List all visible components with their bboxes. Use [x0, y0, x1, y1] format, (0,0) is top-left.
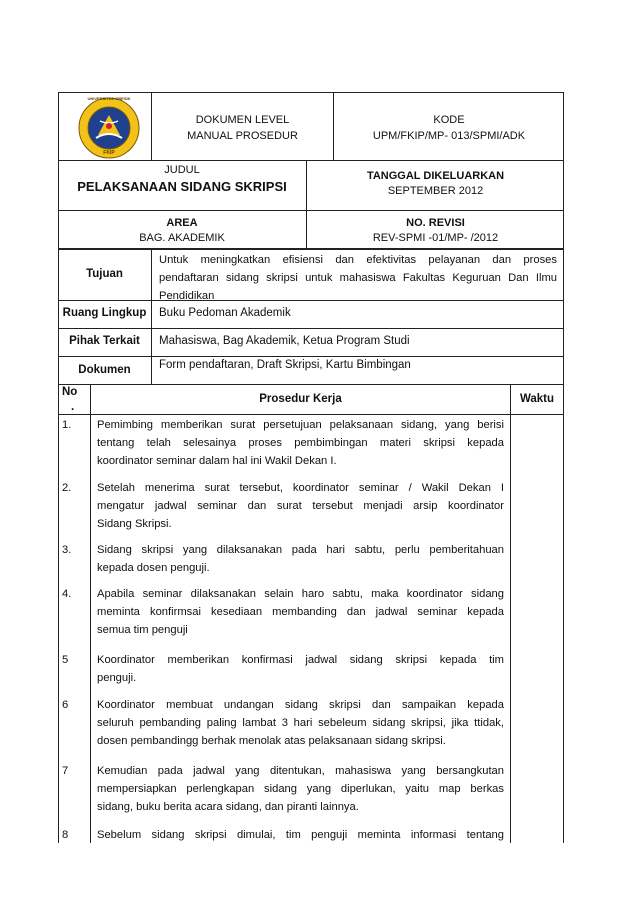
step-number: 7: [62, 765, 69, 777]
step-number: 1.: [62, 419, 72, 431]
dokumen-value: Form pendaftaran, Draft Skripsi, Kartu Bimbingan: [159, 359, 411, 371]
step-line: Apabila seminar dilaksanakan selain haro sabtu, maka koordinator sidang: [97, 588, 504, 600]
ruang-value: Buku Pedoman Akademik: [159, 307, 291, 319]
step-line: semua tim penguji: [97, 624, 188, 636]
doc-level-value: MANUAL PROSEDUR: [187, 130, 298, 142]
col-no-header: No: [62, 386, 78, 398]
step-number: 2.: [62, 482, 72, 494]
step-line: mempersiapkan perlengkapan sidang yang diperlukan, yaitu map berkas: [97, 783, 504, 795]
step-text: [97, 585, 504, 639]
step-number: 3.: [62, 544, 72, 556]
step-line: Koordinator membuat undangan sidang skripsi dan sampaikan kepada: [97, 699, 504, 711]
step-number: 4.: [62, 588, 72, 600]
step-line: penguji.: [97, 672, 137, 684]
ruang-label: Ruang Lingkup: [62, 307, 147, 319]
step-line: sidang, buku berita acara sidang, dan piranti lainnya.: [97, 801, 359, 813]
logo-text-bottom: FKIP: [103, 150, 115, 156]
doc-level-label: DOKUMEN LEVEL: [195, 114, 290, 126]
step-text: [97, 696, 504, 750]
step-line: koordinator seminar dalam hal ini Wakil Dekan I.: [97, 455, 337, 467]
tujuan-line: Pendidikan: [159, 290, 215, 302]
kode-value: UPM/FKIP/MP- 013/SPMI/ADK: [372, 130, 526, 142]
tujuan-line: Untuk meningkatkan efisiensi dan efektivitas pelayanan dan proses: [159, 254, 557, 266]
step-line: Sebelum sidang skripsi dimulai, tim penguji meminta informasi tentang: [97, 829, 504, 841]
step-text: [97, 416, 504, 470]
area-label: AREA: [166, 217, 198, 229]
step-line: Sidang skripsi yang dilaksanakan pada hari sabtu, perlu pemberitahuan: [97, 544, 504, 556]
step-line: meminta konfirmsai kesediaan membanding dan jadwal seminar kepada: [97, 606, 504, 618]
university-logo: [78, 97, 140, 159]
step-text: [97, 762, 504, 816]
tanggal-label: TANGGAL DIKELUARKAN: [366, 170, 505, 182]
step-line: mengatur jadwal seminar dan surat tersebut menjadi arsip koordinator: [97, 500, 504, 512]
dokumen-label: Dokumen: [78, 364, 131, 376]
tanggal-value: SEPTEMBER 2012: [387, 185, 484, 197]
tujuan-line: pendaftaran sidang skripsi untuk mahasiswa Fakultas Keguruan Dan Ilmu: [159, 272, 557, 284]
col-waktu-header: Waktu: [519, 393, 555, 405]
logo-text-top: UNIVERSITAS GRESIK: [87, 96, 131, 101]
pihak-label: Pihak Terkait: [69, 335, 140, 347]
step-text: [97, 826, 504, 844]
step-line: dosen pembandingg berhak menolak atas pelaksanaan sidang skripsi.: [97, 735, 446, 747]
revisi-label: NO. REVISI: [406, 217, 465, 229]
tujuan-label: Tujuan: [86, 268, 123, 280]
step-line: tentang telah selesainya proses pembimbingan materi skripsi kepada: [97, 437, 504, 449]
kode-label: KODE: [433, 114, 465, 126]
step-line: seluruh pembanding paling lambat 3 hari sebeleum sidang skripsi, jika ttidak,: [97, 717, 504, 729]
tujuan-text: [159, 251, 557, 305]
step-line: Koordinator memberikan konfirmasi jadwal sidang skripsi kepada tim: [97, 654, 504, 666]
step-text: [97, 541, 504, 577]
pihak-value: Mahasiswa, Bag Akademik, Ketua Program Studi: [159, 335, 410, 347]
step-line: Setelah menerima surat tersebut, koordinator seminar / Wakil Dekan I: [97, 482, 504, 494]
col-prosedur-header: Prosedur Kerja: [259, 393, 342, 405]
judul-label: JUDUL: [164, 164, 200, 176]
area-value: BAG. AKADEMIK: [139, 232, 225, 244]
step-text: [97, 651, 504, 687]
step-number: 6: [62, 699, 69, 711]
step-line: kepada dosen penguji.: [97, 562, 210, 574]
col-no-header-dot: .: [71, 401, 75, 413]
step-number: 8: [62, 829, 69, 841]
revisi-value: REV-SPMI -01/MP- /2012: [372, 232, 499, 244]
step-number: 5: [62, 654, 69, 666]
step-line: Pemimbing memberikan surat persetujuan pelaksanaan sidang, yang berisi: [97, 419, 504, 431]
step-line: Sidang Skripsi.: [97, 518, 172, 530]
step-text: [97, 479, 504, 533]
step-line: Kemudian pada jadwal yang ditentukan, mahasiswa yang bersangkutan: [97, 765, 504, 777]
judul-value: PELAKSANAAN SIDANG SKRIPSI: [77, 179, 287, 194]
